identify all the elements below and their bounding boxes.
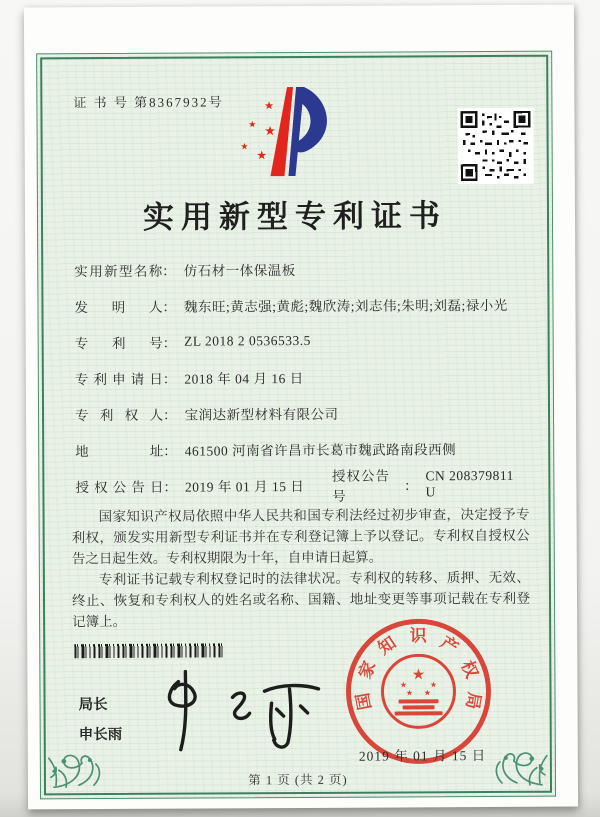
field-row-filing-date — [75, 358, 527, 396]
field-value: 宝润达新型材料有限公司 — [184, 406, 339, 423]
field-value: 魏东旺;黄志强;黄彪;魏欣涛;刘志伟;朱明;刘磊;禄小光 — [183, 297, 508, 315]
svg-text:★: ★ — [256, 148, 268, 163]
colon: ： — [162, 335, 177, 351]
field-row-grant — [75, 466, 527, 504]
colon: ： — [163, 479, 177, 495]
signer-title: 局长 — [78, 697, 108, 714]
field-label: 授权公告号 — [331, 468, 390, 504]
page-footer: 第 1 页 (共 2 页) — [248, 772, 348, 788]
field-value: 2019 年 01 月 15 日 — [184, 478, 305, 495]
field-row-inventors — [74, 286, 526, 324]
svg-text:★: ★ — [399, 680, 408, 690]
field-label: 专利号 — [74, 335, 163, 352]
svg-text:★: ★ — [429, 680, 438, 690]
svg-text:★: ★ — [411, 665, 426, 684]
field-value: 461500 河南省许昌市长葛市魏武路南段西侧 — [184, 442, 457, 459]
colon: ： — [163, 407, 177, 423]
qr-code — [457, 108, 533, 184]
legal-paragraph-1: 国家知识产权局依照中华人民共和国专利法经过初步审查，决定授予专利权，颁发实用新型专利证书并在专利登记簿上予以登记。专利权自授权公告之日起生效。专利权期限为十年，自申请日起算。 — [71, 506, 530, 567]
field-row-address — [75, 430, 527, 468]
certificate-number: 证 书 号 第8367932号 — [73, 94, 224, 111]
field-row-patentee — [75, 394, 527, 432]
certificate-sheet — [24, 5, 578, 810]
colon: ： — [162, 371, 177, 387]
floral-ornament-icon — [488, 725, 550, 791]
seal-date: 2019 年 01 月 15 日 — [358, 748, 487, 764]
seal-char: 识 — [409, 626, 427, 646]
svg-text:★: ★ — [240, 142, 249, 153]
cnipa-logo-icon — [234, 83, 339, 180]
barcode — [74, 643, 224, 658]
grant-date-pair — [75, 475, 332, 496]
colon: ： — [162, 263, 176, 279]
field-label: 发明人 — [74, 299, 163, 316]
svg-text:★: ★ — [264, 99, 275, 113]
field-value: CN 208379811 U — [425, 467, 514, 500]
field-label: 授权公告日 — [75, 479, 164, 496]
svg-text:★: ★ — [405, 688, 414, 698]
field-label: 地址 — [75, 443, 164, 460]
field-label: 专利权人 — [75, 407, 164, 424]
colon: ： — [404, 478, 418, 494]
colon: ： — [162, 299, 177, 315]
svg-text:★: ★ — [264, 124, 276, 140]
seal-char: 产 — [436, 632, 462, 658]
certificate-title: 实用新型专利证书 — [142, 198, 448, 235]
field-row-name — [74, 250, 526, 288]
national-emblem-icon — [382, 655, 454, 727]
field-label: 实用新型名称 — [74, 263, 163, 280]
seal-char: 权 — [457, 657, 482, 682]
field-value: 2018 年 04 月 16 日 — [184, 370, 304, 387]
field-row-patent-number — [75, 322, 527, 360]
seal-char: 知 — [374, 632, 400, 659]
floral-ornament-icon — [46, 727, 108, 793]
legal-text — [72, 504, 531, 632]
signature-handwriting-icon — [140, 665, 340, 754]
field-label: 专利申请日 — [74, 371, 163, 388]
grant-number-pair — [332, 464, 528, 505]
field-list — [74, 250, 527, 504]
legal-paragraph-2: 专利证书记载专利权登记时的法律状况。专利权的转移、质押、无效、终止、恢复和专利权人的姓名或名称、国籍、地址变更等事项记载在专利登记簿上。 — [71, 569, 531, 630]
field-value: 仿石材一体保温板 — [183, 263, 296, 279]
field-value: ZL 2018 2 0536533.5 — [184, 332, 311, 349]
svg-text:★: ★ — [423, 688, 432, 698]
colon: ： — [163, 443, 177, 459]
svg-text:★: ★ — [248, 120, 257, 131]
seal-char: 国 — [353, 691, 375, 712]
certificate-frame — [36, 51, 556, 800]
signer-name: 申长雨 — [78, 726, 123, 744]
seal-char: 家 — [355, 658, 380, 682]
seal-char: 局 — [462, 690, 484, 711]
